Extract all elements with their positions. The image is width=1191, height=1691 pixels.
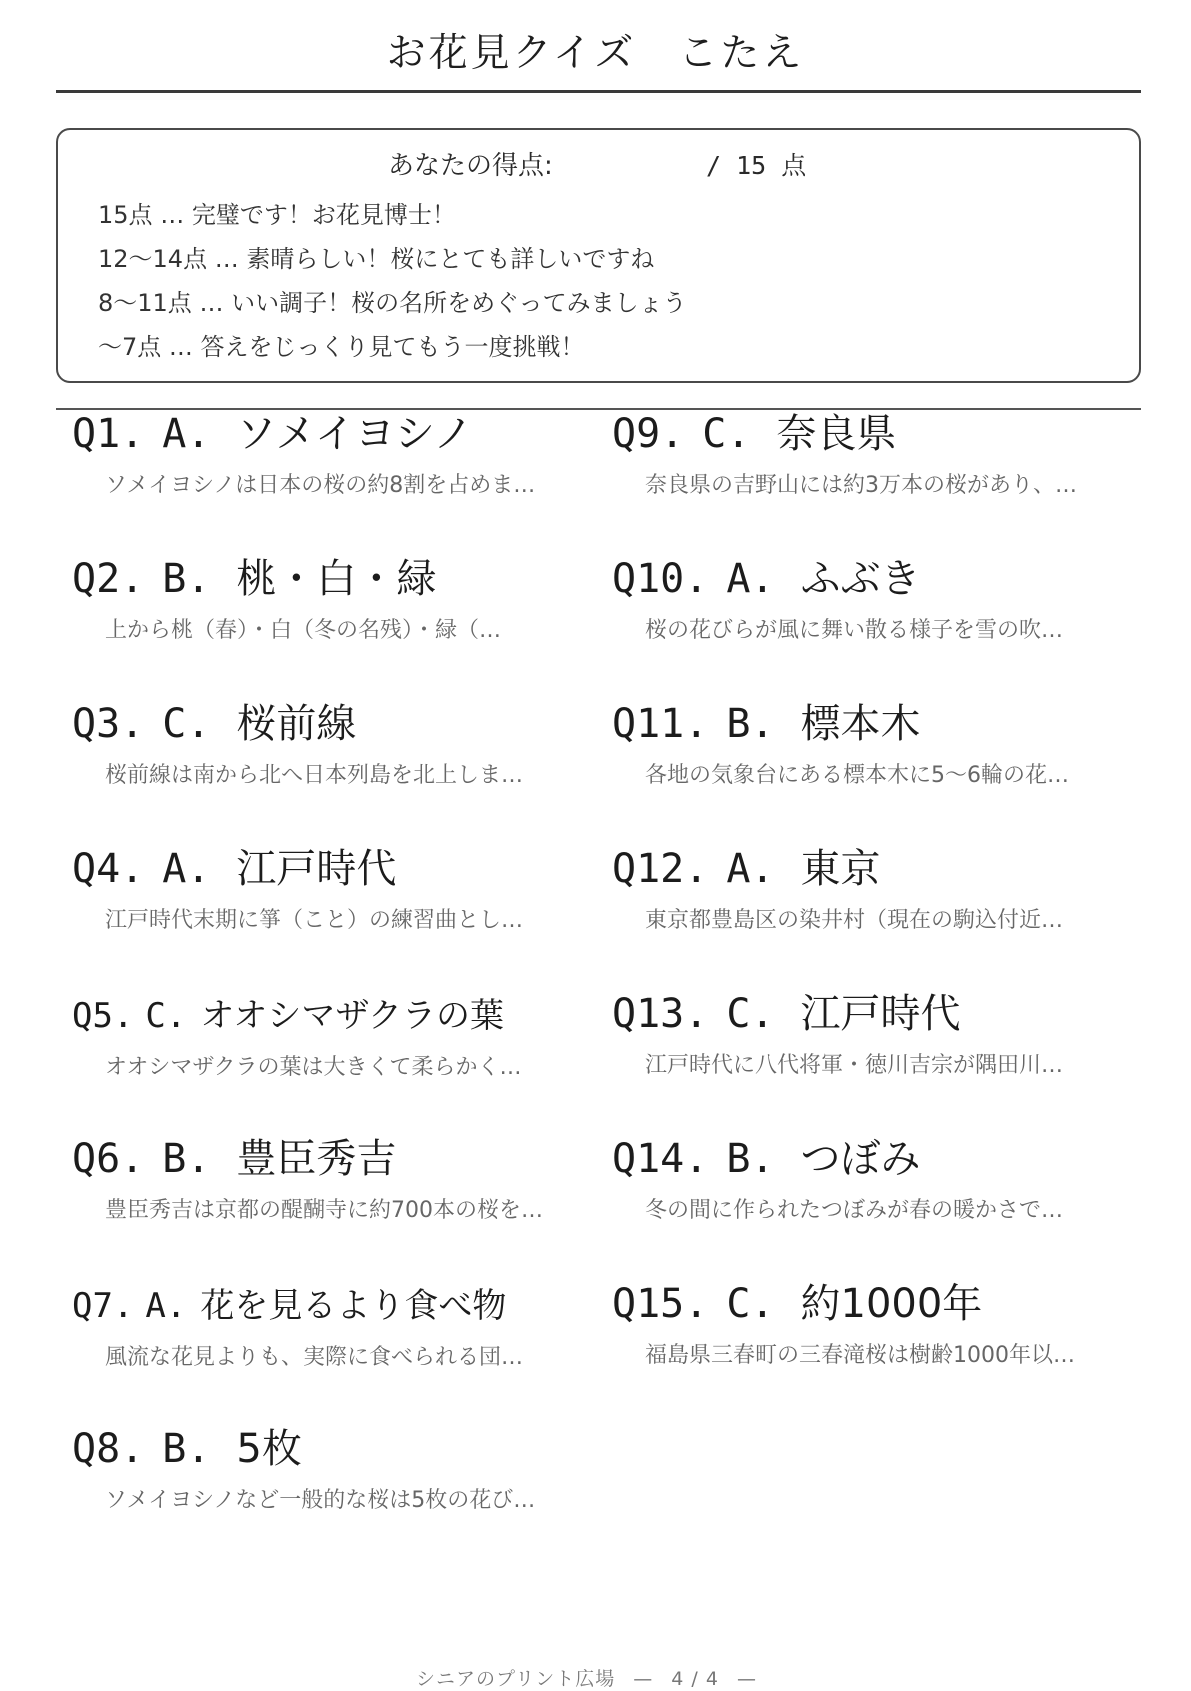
title-divider bbox=[56, 90, 1141, 93]
answer-explanation: 冬の間に作られたつぼみが春の暖かさで… bbox=[645, 1198, 1064, 1223]
answer-line: Q12. A. 東京 bbox=[612, 846, 881, 892]
answer-item bbox=[72, 1423, 572, 1517]
answer-explanation: 福島県三春町の三春滝桜は樹齢1000年以… bbox=[645, 1343, 1075, 1368]
answer-line: Q5. C. オオシマザクラの葉 bbox=[72, 996, 504, 1036]
answer-explanation: 桜の花びらが風に舞い散る様子を雪の吹… bbox=[645, 618, 1064, 643]
answer-text: ふぶき bbox=[800, 556, 921, 602]
footer-dash: — bbox=[736, 1668, 757, 1690]
answer-explanation: 東京都豊島区の染井村（現在の駒込付近… bbox=[645, 908, 1064, 933]
answer-item bbox=[612, 553, 1112, 647]
answer-line: Q9. C. 奈良県 bbox=[612, 411, 897, 457]
answer-explanation: ソメイヨシノは日本の桜の約8割を占めま… bbox=[105, 473, 536, 498]
answer-item bbox=[612, 1133, 1112, 1227]
page-number: 4 / 4 bbox=[671, 1668, 719, 1690]
answer-line: Q13. C. 江戸時代 bbox=[612, 991, 961, 1037]
answer-explanation: ソメイヨシノなど一般的な桜は5枚の花び… bbox=[105, 1488, 536, 1513]
answer-explanation: 江戸時代に八代将軍・徳川吉宗が隅田川… bbox=[645, 1053, 1064, 1078]
page-footer bbox=[0, 1664, 1191, 1691]
answer-line: Q11. B. 標本木 bbox=[612, 701, 921, 747]
answer-explanation: 豊臣秀吉は京都の醍醐寺に約700本の桜を… bbox=[105, 1198, 543, 1223]
answer-item bbox=[72, 698, 572, 792]
answer-item bbox=[72, 1280, 572, 1374]
answer-text: ソメイヨシノ bbox=[236, 411, 474, 457]
answer-item bbox=[72, 553, 572, 647]
answer-text: オオシマザクラの葉 bbox=[200, 996, 504, 1036]
answer-line: Q6. B. 豊臣秀吉 bbox=[72, 1136, 397, 1182]
score-rank-item: 12〜14点 … 素晴らしい！桜にとても詳しいですね bbox=[98, 245, 655, 273]
answer-item bbox=[72, 408, 572, 502]
answer-item bbox=[72, 990, 572, 1084]
answer-item bbox=[612, 1278, 1112, 1372]
answer-text: 桃・白・緑 bbox=[236, 556, 437, 602]
answer-line: Q4. A. 江戸時代 bbox=[72, 846, 397, 892]
answer-line: Q2. B. 桃・白・緑 bbox=[72, 556, 437, 602]
answer-text: 江戸時代 bbox=[236, 846, 397, 892]
answer-item bbox=[72, 1133, 572, 1227]
answer-text: 標本木 bbox=[800, 701, 921, 747]
answer-item bbox=[72, 843, 572, 937]
answer-item bbox=[612, 843, 1112, 937]
answer-text: つぼみ bbox=[800, 1136, 921, 1182]
score-total: / 15 点 bbox=[706, 151, 807, 180]
answer-text: 江戸時代 bbox=[800, 991, 961, 1037]
answer-text: 花を見るより食べ物 bbox=[200, 1286, 507, 1326]
answer-explanation: 桜前線は南から北へ日本列島を北上しま… bbox=[105, 763, 524, 788]
answer-text: 奈良県 bbox=[776, 411, 897, 457]
answer-explanation: 奈良県の吉野山には約3万本の桜があり、… bbox=[645, 473, 1077, 498]
score-rank-item: 〜7点 … 答えをじっくり見てもう一度挑戦！ bbox=[98, 333, 585, 361]
page-title: お花見クイズ こたえ bbox=[386, 31, 805, 76]
answer-explanation: オオシマザクラの葉は大きくて柔らかく… bbox=[105, 1055, 522, 1080]
answer-text: 豊臣秀吉 bbox=[236, 1136, 397, 1182]
answer-line: Q14. B. つぼみ bbox=[612, 1136, 921, 1182]
score-box bbox=[56, 128, 1141, 383]
answer-line: Q1. A. ソメイヨシノ bbox=[72, 411, 474, 457]
answer-explanation: 上から桃（春）・白（冬の名残）・緑（… bbox=[105, 618, 502, 643]
answer-text: 桜前線 bbox=[236, 701, 357, 747]
answer-item bbox=[612, 988, 1112, 1082]
answer-line: Q8. B. 5枚 bbox=[72, 1426, 302, 1472]
answer-item bbox=[612, 408, 1112, 502]
score-label: あなたの得点: bbox=[388, 151, 553, 181]
answer-text: 約1000年 bbox=[800, 1281, 983, 1327]
answer-explanation: 風流な花見よりも、実際に食べられる団… bbox=[105, 1345, 524, 1370]
answer-explanation: 各地の気象台にある標本木に5〜6輪の花… bbox=[645, 763, 1069, 788]
score-rank-item: 8〜11点 … いい調子！桜の名所をめぐってみましょう bbox=[98, 289, 687, 317]
answer-line: Q7. A. 花を見るより食べ物 bbox=[72, 1286, 507, 1326]
footer-site-name: シニアのプリント広場 bbox=[416, 1668, 616, 1690]
answer-text: 5枚 bbox=[236, 1426, 302, 1472]
answer-item bbox=[612, 698, 1112, 792]
answer-explanation: 江戸時代末期に箏（こと）の練習曲とし… bbox=[105, 908, 524, 933]
answer-line: Q3. C. 桜前線 bbox=[72, 701, 357, 747]
score-rank-item: 15点 … 完璧です！お花見博士！ bbox=[98, 201, 456, 229]
answer-line: Q15. C. 約1000年 bbox=[612, 1281, 983, 1327]
footer-dash: — bbox=[633, 1668, 654, 1690]
score-rank-list bbox=[98, 193, 687, 369]
answer-line: Q10. A. ふぶき bbox=[612, 556, 921, 602]
answer-text: 東京 bbox=[800, 846, 881, 892]
